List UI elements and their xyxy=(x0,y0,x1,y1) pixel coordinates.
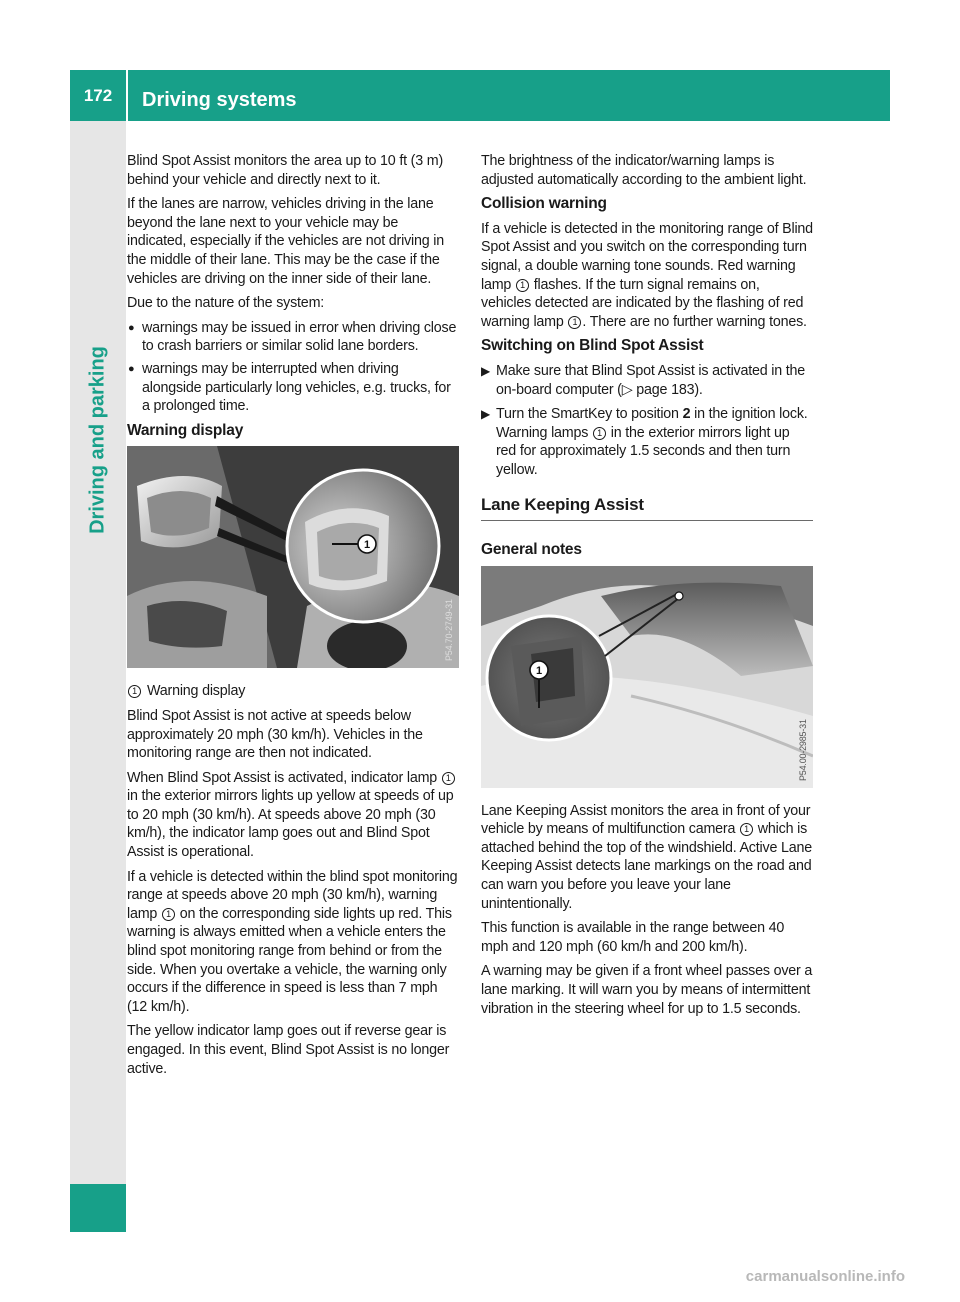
paragraph: If a vehicle is detected within the blind spot monitoring range at speeds above 20 mph (30 km/h), warning lamp 1 on the corresponding side lights up red. This warning is always emitted when a vehicle enters the blind spot monitoring range from behind or from the side. When you overtake a vehicle, the warning only occurs if the difference in speed is less than 7 mph (12 km/h). xyxy=(127,868,458,1015)
svg-text:1: 1 xyxy=(536,664,542,677)
instruction-step: ▶ Make sure that Blind Spot Assist is activated in the on-board computer (▷ page 183). xyxy=(481,362,806,398)
list-item xyxy=(127,360,459,416)
callout-icon: 1 xyxy=(593,427,606,440)
sidebar-tab xyxy=(70,121,126,1231)
figure-caption: 1 Warning display xyxy=(127,682,459,701)
watermark: carmanualsonline.info xyxy=(745,1268,905,1285)
paragraph: The yellow indicator lamp goes out if reverse gear is engaged. In this event, Blind Spot Assist is no longer active. xyxy=(127,1023,450,1077)
paragraph: If a vehicle is detected in the monitoring range of Blind Spot Assist and you switch on the corresponding turn signal, a double warning tone sounds. Red warning lamp 1 flashes. If the turn signal remains on, vehicles detected are indicated by the flashing of red warning lamp 1 . There are no further warning tones. xyxy=(481,220,813,330)
list-item-text: warnings may be issued in error when driving close to crash barriers or similar solid lane borders. xyxy=(142,319,457,355)
list-item-text: warnings may be interrupted when driving alongside particularly long vehicles, e.g. trucks, for a prolonged time. xyxy=(142,360,451,415)
paragraph: A warning may be given if a front wheel passes over a lane marking. It will warn you by means of intermittent vibration in the steering wheel for up to 1.5 seconds. xyxy=(481,963,813,1017)
section-heading: Switching on Blind Spot Assist xyxy=(481,337,704,355)
major-heading: Lane Keeping Assist xyxy=(481,494,644,514)
callout-icon: 1 xyxy=(162,908,175,921)
paragraph: If the lanes are narrow, vehicles driving in the lane beyond the lane next to your vehicle may be indicated, especially if the vehicles are not driving in the middle of their lane. This may be the case if the vehicles are driving on the inner side of their lane. xyxy=(127,196,445,287)
paragraph: This function is available in the range between 40 mph and 120 mph (60 km/h and 200 km/h). xyxy=(481,920,785,955)
bullet-icon: ● xyxy=(128,321,135,334)
figure-code: P54.70-2749-31 xyxy=(444,599,454,662)
callout-icon: 1 xyxy=(740,823,753,836)
arrow-icon: ▶ xyxy=(481,363,491,378)
header-divider xyxy=(126,70,128,121)
paragraph: When Blind Spot Assist is activated, indicator lamp 1 in the exterior mirrors lights up yellow at speeds of up to 20 mph (30 km/h). At speeds above 20 mph (30 km/h), the indicator lamp goes out and Blind Spot Assist is operational. xyxy=(127,769,454,861)
paragraph: Due to the nature of the system: xyxy=(127,295,325,312)
callout-icon: 1 xyxy=(568,316,581,329)
sidebar-label: Driving and parking xyxy=(86,346,109,534)
warning-display-figure xyxy=(127,446,459,668)
figure-code: P54.00-2985-31 xyxy=(798,718,808,781)
callout-icon: 1 xyxy=(442,772,455,785)
lane-keeping-figure xyxy=(481,566,813,788)
section-heading-wrap xyxy=(481,496,813,522)
page-reference-link[interactable]: ▷ page 183 xyxy=(621,381,695,398)
right-column xyxy=(481,152,813,1024)
section-heading: Collision warning xyxy=(481,195,607,213)
section-heading: General notes xyxy=(481,541,582,559)
section-heading: Warning display xyxy=(127,421,244,439)
paragraph: Blind Spot Assist monitors the area up to 10 ft (3 m) behind your vehicle and directly next to it. xyxy=(127,153,444,188)
instruction-step: ▶ Turn the SmartKey to position 2 in the ignition lock. Warning lamps 1 in the exterior mirrors light up red for approximately 1.5 seconds and then turn yellow. xyxy=(481,406,808,478)
paragraph: Blind Spot Assist is not active at speeds below approximately 20 mph (30 km/h). Vehicles in the monitoring range are then not indicated. xyxy=(127,707,423,762)
page-number: 172 xyxy=(83,85,113,105)
callout-icon: 1 xyxy=(128,685,141,698)
paragraph: Lane Keeping Assist monitors the area in front of your vehicle by means of multifunction camera 1 which is attached behind the top of the windshield. Active Lane Keeping Assist detects lane markings on the road and can warn you before you leave your lane unintentionally. xyxy=(481,802,812,912)
callout-icon: 1 xyxy=(516,279,529,292)
bullet-icon: ● xyxy=(128,362,135,375)
sidebar-marker xyxy=(70,1184,126,1232)
left-column xyxy=(127,152,459,1084)
list-item xyxy=(127,319,459,356)
svg-text:1: 1 xyxy=(364,539,370,552)
page-title: Driving systems xyxy=(142,89,297,111)
arrow-icon: ▶ xyxy=(481,407,491,422)
paragraph: The brightness of the indicator/warning lamps is adjusted automatically according to the ambient light. xyxy=(481,153,807,188)
